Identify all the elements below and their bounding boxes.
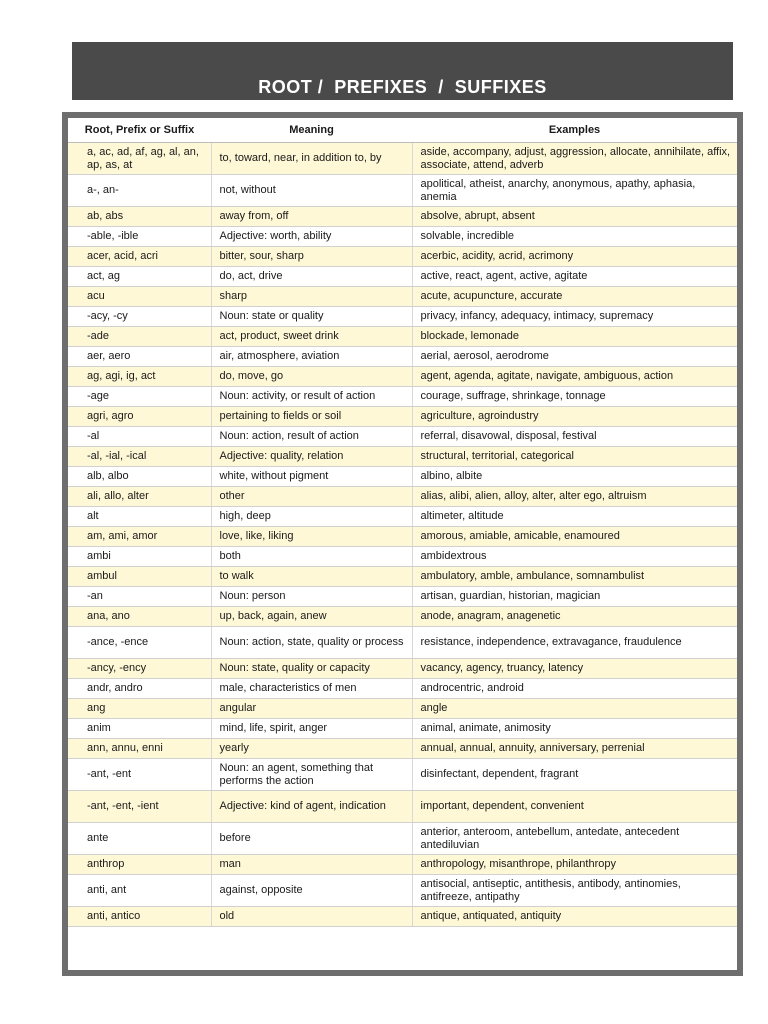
examples-cell: important, dependent, convenient: [412, 791, 737, 823]
table-row: [68, 367, 737, 387]
root-cell: ambul: [68, 567, 211, 587]
root-cell: am, ami, amor: [68, 527, 211, 547]
examples-cell: absolve, abrupt, absent: [412, 207, 737, 227]
meaning-cell: do, move, go: [211, 367, 412, 387]
examples-cell: apolitical, atheist, anarchy, anonymous, apathy, aphasia, anemia: [412, 175, 737, 207]
examples-cell: disinfectant, dependent, fragrant: [412, 759, 737, 791]
table-row: [68, 907, 737, 927]
meaning-cell: male, characteristics of men: [211, 679, 412, 699]
examples-cell: antique, antiquated, antiquity: [412, 907, 737, 927]
table-frame: [62, 112, 743, 976]
examples-cell: altimeter, altitude: [412, 507, 737, 527]
root-cell: a-, an-: [68, 175, 211, 207]
meaning-cell: not, without: [211, 175, 412, 207]
table-row: [68, 759, 737, 791]
examples-cell: ambulatory, amble, ambulance, somnambulist: [412, 567, 737, 587]
examples-cell: resistance, independence, extravagance, fraudulence: [412, 627, 737, 659]
table-row: [68, 407, 737, 427]
page-title: ROOT / PREFIXES / SUFFIXES: [258, 77, 547, 97]
examples-cell: referral, disavowal, disposal, festival: [412, 427, 737, 447]
meaning-cell: Adjective: kind of agent, indication: [211, 791, 412, 823]
examples-cell: courage, suffrage, shrinkage, tonnage: [412, 387, 737, 407]
meaning-cell: man: [211, 855, 412, 875]
meaning-cell: Noun: activity, or result of action: [211, 387, 412, 407]
examples-cell: agent, agenda, agitate, navigate, ambiguous, action: [412, 367, 737, 387]
meaning-cell: yearly: [211, 739, 412, 759]
root-cell: -ant, -ent, -ient: [68, 791, 211, 823]
examples-cell: albino, albite: [412, 467, 737, 487]
table-row: [68, 227, 737, 247]
root-cell: a, ac, ad, af, ag, al, an, ap, as, at: [68, 143, 211, 175]
table-row: [68, 791, 737, 823]
examples-cell: aerial, aerosol, aerodrome: [412, 347, 737, 367]
root-cell: -al, -ial, -ical: [68, 447, 211, 467]
root-cell: -age: [68, 387, 211, 407]
examples-cell: alias, alibi, alien, alloy, alter, alter ego, altruism: [412, 487, 737, 507]
root-cell: acer, acid, acri: [68, 247, 211, 267]
root-cell: -acy, -cy: [68, 307, 211, 327]
examples-cell: agriculture, agroindustry: [412, 407, 737, 427]
meaning-cell: Noun: person: [211, 587, 412, 607]
meaning-cell: Noun: action, result of action: [211, 427, 412, 447]
title-banner: [72, 42, 733, 100]
meaning-cell: to walk: [211, 567, 412, 587]
root-cell: ang: [68, 699, 211, 719]
table-row: [68, 267, 737, 287]
root-cell: -able, -ible: [68, 227, 211, 247]
examples-cell: anterior, anteroom, antebellum, antedate, antecedent antediluvian: [412, 823, 737, 855]
table-row: [68, 143, 737, 175]
table-row: [68, 307, 737, 327]
table-row: [68, 467, 737, 487]
examples-cell: annual, annual, annuity, anniversary, perrenial: [412, 739, 737, 759]
root-cell: acu: [68, 287, 211, 307]
root-cell: ambi: [68, 547, 211, 567]
table-row: [68, 719, 737, 739]
examples-cell: solvable, incredible: [412, 227, 737, 247]
meaning-cell: Noun: action, state, quality or process: [211, 627, 412, 659]
table-row: [68, 739, 737, 759]
meaning-cell: Adjective: worth, ability: [211, 227, 412, 247]
examples-cell: amorous, amiable, amicable, enamoured: [412, 527, 737, 547]
root-cell: ann, annu, enni: [68, 739, 211, 759]
root-cell: -ancy, -ency: [68, 659, 211, 679]
root-cell: ab, abs: [68, 207, 211, 227]
meaning-cell: both: [211, 547, 412, 567]
root-cell: anti, antico: [68, 907, 211, 927]
root-cell: anthrop: [68, 855, 211, 875]
table-row: [68, 679, 737, 699]
examples-cell: blockade, lemonade: [412, 327, 737, 347]
meaning-cell: Noun: state, quality or capacity: [211, 659, 412, 679]
roots-table: [68, 118, 737, 927]
meaning-cell: do, act, drive: [211, 267, 412, 287]
meaning-cell: air, atmosphere, aviation: [211, 347, 412, 367]
table-row: [68, 607, 737, 627]
header-examples: Examples: [412, 118, 737, 143]
root-cell: andr, andro: [68, 679, 211, 699]
root-cell: -al: [68, 427, 211, 447]
examples-cell: acute, acupuncture, accurate: [412, 287, 737, 307]
meaning-cell: pertaining to fields or soil: [211, 407, 412, 427]
meaning-cell: Noun: an agent, something that performs the action: [211, 759, 412, 791]
table-row: [68, 327, 737, 347]
table-row: [68, 567, 737, 587]
meaning-cell: love, like, liking: [211, 527, 412, 547]
examples-cell: ambidextrous: [412, 547, 737, 567]
examples-cell: artisan, guardian, historian, magician: [412, 587, 737, 607]
root-cell: -ance, -ence: [68, 627, 211, 659]
meaning-cell: other: [211, 487, 412, 507]
examples-cell: anode, anagram, anagenetic: [412, 607, 737, 627]
table-row: [68, 587, 737, 607]
root-cell: ali, allo, alter: [68, 487, 211, 507]
examples-cell: angle: [412, 699, 737, 719]
examples-cell: structural, territorial, categorical: [412, 447, 737, 467]
root-cell: agri, agro: [68, 407, 211, 427]
meaning-cell: act, product, sweet drink: [211, 327, 412, 347]
meaning-cell: mind, life, spirit, anger: [211, 719, 412, 739]
table-row: [68, 287, 737, 307]
header-row: [68, 118, 737, 143]
table-row: [68, 659, 737, 679]
examples-cell: androcentric, android: [412, 679, 737, 699]
meaning-cell: up, back, again, anew: [211, 607, 412, 627]
table-row: [68, 207, 737, 227]
table-row: [68, 699, 737, 719]
meaning-cell: Noun: state or quality: [211, 307, 412, 327]
table-row: [68, 507, 737, 527]
root-cell: -ade: [68, 327, 211, 347]
meaning-cell: to, toward, near, in addition to, by: [211, 143, 412, 175]
header-root: Root, Prefix or Suffix: [68, 118, 211, 143]
examples-cell: acerbic, acidity, acrid, acrimony: [412, 247, 737, 267]
root-cell: -an: [68, 587, 211, 607]
root-cell: aer, aero: [68, 347, 211, 367]
meaning-cell: high, deep: [211, 507, 412, 527]
table-row: [68, 175, 737, 207]
examples-cell: active, react, agent, active, agitate: [412, 267, 737, 287]
table-row: [68, 547, 737, 567]
root-cell: act, ag: [68, 267, 211, 287]
root-cell: alt: [68, 507, 211, 527]
table-row: [68, 247, 737, 267]
table-row: [68, 447, 737, 467]
root-cell: alb, albo: [68, 467, 211, 487]
meaning-cell: bitter, sour, sharp: [211, 247, 412, 267]
table-row: [68, 875, 737, 907]
meaning-cell: white, without pigment: [211, 467, 412, 487]
table-container: [68, 118, 737, 970]
root-cell: ana, ano: [68, 607, 211, 627]
examples-cell: antisocial, antiseptic, antithesis, antibody, antinomies, antifreeze, antipathy: [412, 875, 737, 907]
table-row: [68, 427, 737, 447]
table-row: [68, 855, 737, 875]
root-cell: ante: [68, 823, 211, 855]
table-row: [68, 347, 737, 367]
examples-cell: privacy, infancy, adequacy, intimacy, supremacy: [412, 307, 737, 327]
meaning-cell: sharp: [211, 287, 412, 307]
meaning-cell: before: [211, 823, 412, 855]
examples-cell: vacancy, agency, truancy, latency: [412, 659, 737, 679]
examples-cell: anthropology, misanthrope, philanthropy: [412, 855, 737, 875]
header-meaning: Meaning: [211, 118, 412, 143]
meaning-cell: angular: [211, 699, 412, 719]
root-cell: -ant, -ent: [68, 759, 211, 791]
meaning-cell: old: [211, 907, 412, 927]
examples-cell: animal, animate, animosity: [412, 719, 737, 739]
table-row: [68, 387, 737, 407]
meaning-cell: against, opposite: [211, 875, 412, 907]
root-cell: anti, ant: [68, 875, 211, 907]
table-row: [68, 527, 737, 547]
table-row: [68, 823, 737, 855]
meaning-cell: away from, off: [211, 207, 412, 227]
examples-cell: aside, accompany, adjust, aggression, allocate, annihilate, affix, associate, attend, adverb: [412, 143, 737, 175]
table-row: [68, 627, 737, 659]
root-cell: anim: [68, 719, 211, 739]
root-cell: ag, agi, ig, act: [68, 367, 211, 387]
meaning-cell: Adjective: quality, relation: [211, 447, 412, 467]
table-row: [68, 487, 737, 507]
